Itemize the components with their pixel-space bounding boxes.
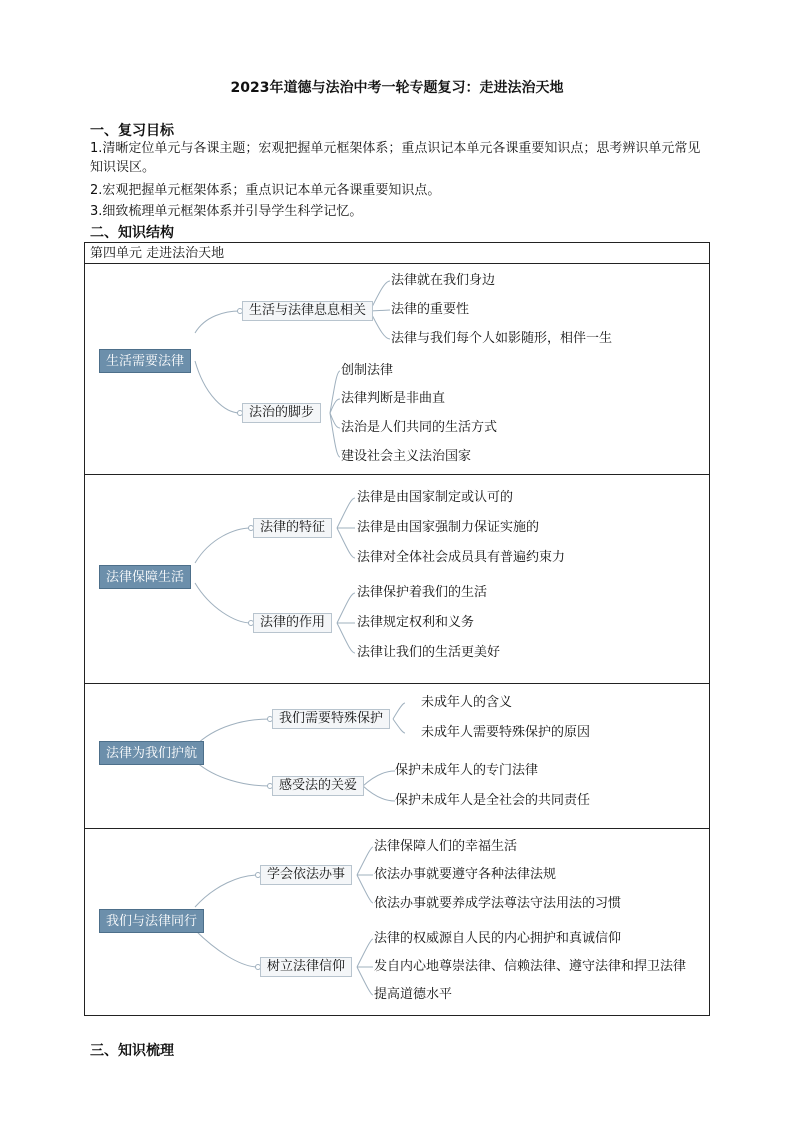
mindmap-leaf: 依法办事就要养成学法尊法守法用法的习惯 (374, 896, 622, 911)
mindmap-leaf: 法律的权威源自人民的内心拥护和真诚信仰 (374, 931, 622, 946)
goal-item-2: 2.宏观把握单元框架体系；重点识记本单元各课重要知识点。 (90, 183, 441, 198)
section-heading-review: 三、知识梳理 (90, 1043, 174, 1059)
mindmap-4 (95, 835, 695, 1010)
mindmap-leaf: 法律判断是非曲直 (341, 391, 446, 406)
mindmap-leaf: 保护未成年人是全社会的共同责任 (395, 793, 591, 808)
section-heading-structure: 二、知识结构 (90, 225, 174, 241)
mindmap-root: 我们与法律同行 (99, 909, 204, 933)
mindmap-branch: 树立法律信仰 (260, 957, 352, 977)
page-title: 2023年道德与法治中考一轮专题复习：走进法治天地 (230, 80, 564, 96)
mindmap-branch: 我们需要特殊保护 (272, 709, 390, 729)
mindmap-3 (95, 691, 615, 821)
mindmap-leaf: 依法办事就要遵守各种法律法规 (374, 867, 557, 882)
mindmap-branch: 感受法的关爱 (272, 776, 364, 796)
goal-item-3: 3.细致梳理单元框架体系并引导学生科学记忆。 (90, 204, 363, 219)
mindmap-leaf: 法律对全体社会成员具有普遍约束力 (357, 550, 566, 565)
mindmap-root: 生活需要法律 (99, 349, 191, 373)
mindmap-root: 法律为我们护航 (99, 741, 204, 765)
mindmap-leaf: 发自内心地尊崇法律、信赖法律、遵守法律和捍卫法律 (374, 959, 687, 974)
mindmap-leaf: 提高道德水平 (374, 987, 453, 1002)
mindmap-leaf: 法治是人们共同的生活方式 (341, 420, 498, 435)
mindmap-leaf: 法律保障人们的幸福生活 (374, 839, 518, 854)
mindmap-branch: 法律的作用 (253, 613, 332, 633)
mindmap-1 (95, 271, 625, 467)
mindmap-leaf: 法律的重要性 (391, 302, 470, 317)
mindmap-2 (95, 483, 595, 673)
mindmap-leaf: 法律规定权利和义务 (357, 615, 475, 630)
mindmap-branch: 学会依法办事 (260, 865, 352, 885)
mindmap-leaf: 建设社会主义法治国家 (341, 449, 472, 464)
mindmap-leaf: 法律是由国家制定或认可的 (357, 490, 514, 505)
mindmap-leaf: 法律与我们每个人如影随形，相伴一生 (391, 331, 613, 346)
row-divider (85, 828, 709, 829)
mindmap-branch: 法治的脚步 (242, 403, 321, 423)
mindmap-leaf: 法律是由国家强制力保证实施的 (357, 520, 540, 535)
row-divider (85, 474, 709, 475)
mindmap-leaf: 保护未成年人的专门法律 (395, 763, 539, 778)
mindmap-leaf: 法律就在我们身边 (391, 273, 496, 288)
section-heading-goals: 一、复习目标 (90, 123, 174, 139)
mindmap-root: 法律保障生活 (99, 565, 191, 589)
mindmap-leaf: 创制法律 (341, 363, 394, 378)
mindmap-leaf: 法律让我们的生活更美好 (357, 645, 501, 660)
row-divider (85, 683, 709, 684)
mindmap-leaf: 法律保护着我们的生活 (357, 585, 488, 600)
table-header: 第四单元 走进法治天地 (85, 243, 709, 264)
mindmap-leaf: 未成年人需要特殊保护的原因 (421, 725, 591, 740)
knowledge-structure-table (84, 242, 710, 1016)
mindmap-leaf: 未成年人的含义 (421, 695, 513, 710)
mindmap-branch: 法律的特征 (253, 518, 332, 538)
mindmap-branch: 生活与法律息息相关 (242, 301, 373, 321)
goal-item-1: 1.清晰定位单元与各课主题；宏观把握单元框架体系；重点识记本单元各课重要知识点；思考辨识单元常见知识误区。 (90, 141, 701, 175)
